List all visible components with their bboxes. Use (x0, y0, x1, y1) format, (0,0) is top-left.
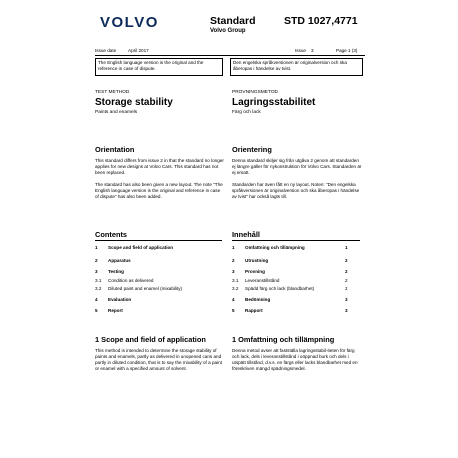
toc-item: Bedömning (245, 297, 271, 302)
scope-heading: 1 Scope and field of application (95, 335, 206, 344)
contents-heading: Contents (95, 230, 128, 239)
toc-num: 2 (232, 258, 235, 263)
organization: Volvo Group (210, 28, 246, 34)
toc-num: 1 (232, 245, 235, 250)
scope-paragraph: This method is intended to determine the storage stability of paints and enamels, partly as delivered in unopened cans and partly in diluted condition, that is to say the mixability of a paint or enamel with a specified amount of solvent. (95, 348, 222, 372)
toc-page: 3 (345, 308, 348, 313)
issue-label: Issue (295, 48, 306, 53)
orientering-heading: Orientering (232, 145, 272, 154)
left-subtitle: Paints and enamels (95, 110, 138, 115)
notice-box-sv (230, 58, 363, 76)
provningsmetod-label: PROVNINGSMETOD (232, 90, 279, 95)
issue-date: April 2017 (128, 48, 149, 53)
header-rule (95, 55, 365, 56)
volvo-logo: VOLVO (100, 14, 159, 31)
toc-item: Provning (245, 269, 265, 274)
orientation-paragraph-1: This standard differs from issue 2 in that the standard no longer applies for new designs at Volvo Cars. This standard has not been replaced. (95, 158, 224, 176)
standard-number: STD 1027,4771 (284, 15, 358, 27)
orientering-paragraph-2: Standarden har även fått en ny layout. Noten: "Den engelska språkversionen är originalversion och ska åberopas i händelse av tvist" har också lagts till. (232, 182, 360, 200)
omfattning-paragraph: Denna metod avser att fastställa lagringsstabil-iteten för färg och lack, dels i leveranstillstånd i oöppnad burk och dels i utspätt tillstånd, d.v.s. en färgs eller lacks blandbarhet med en föreskriven mängd spädningsmedel. (232, 348, 358, 372)
toc-item: Utrustning (245, 258, 269, 263)
toc-num: 5 (232, 308, 235, 313)
toc-item: Condition as delivered (108, 278, 154, 283)
toc-item: Diluted paint and enamel (mixability) (108, 286, 183, 291)
toc-item: Omfattning och tillämpning (245, 245, 305, 250)
omfattning-heading: 1 Omfattning och tillämpning (232, 335, 335, 344)
notice-text-en: The English language version is the original and the reference in case of dispute. (98, 60, 204, 71)
toc-page: 2 (345, 269, 348, 274)
innehall-divider (232, 240, 360, 241)
toc-item: Report (108, 308, 123, 313)
toc-num: 3 (232, 269, 235, 274)
toc-page: 2 (345, 278, 348, 283)
right-subtitle: Färg och lack (232, 110, 261, 115)
toc-num: 3.2 (232, 286, 239, 291)
document-type: Standard (210, 15, 256, 27)
toc-num: 3.1 (95, 278, 102, 283)
toc-num: 4 (95, 297, 98, 302)
toc-item: Rapport (245, 308, 263, 313)
toc-num: 5 (95, 308, 98, 313)
toc-item: Apparatus (108, 258, 131, 263)
notice-box-en (95, 58, 223, 76)
contents-divider (95, 240, 222, 241)
toc-item: Scope and field of application (108, 245, 174, 250)
innehall-heading: Innehåll (232, 230, 260, 239)
toc-page: 1 (345, 245, 348, 250)
toc-item: Leveranstillstånd (245, 278, 280, 283)
toc-item: Testing (108, 269, 124, 274)
test-method-label: TEST METHOD (95, 90, 130, 95)
left-title: Storage stability (95, 97, 173, 108)
issue-date-label: Issue date (95, 48, 117, 53)
issue-number: 3 (311, 48, 314, 53)
toc-num: 4 (232, 297, 235, 302)
page-number: Page 1 (3) (336, 48, 358, 53)
orientation-paragraph-2: The standard has also been given a new layout. The note "The English language version is the original and reference in case of dispute" has also been added. (95, 182, 223, 200)
toc-num: 3.1 (232, 278, 239, 283)
right-title: Lagringsstabilitet (232, 97, 316, 108)
orientering-paragraph-1: Denna standard skiljer sig från utgåva 2 genom att standarden ej längre gäller för nykonstruktion för Volvo Cars. Standarden är ej ersatt. (232, 158, 362, 176)
toc-item: Evaluation (108, 297, 132, 302)
toc-num: 3.2 (95, 286, 102, 291)
toc-num: 1 (95, 245, 98, 250)
orientation-heading: Orientation (95, 145, 135, 154)
toc-num: 2 (95, 258, 98, 263)
toc-page: 3 (345, 297, 348, 302)
notice-text-sv: Den engelska språkversionen är originalversion och ska åberopas i händelse av tvist. (233, 60, 347, 71)
toc-num: 3 (95, 269, 98, 274)
toc-item: Spädd färg och lack (blandbarhet) (245, 286, 315, 291)
toc-page: 2 (345, 286, 348, 291)
toc-page: 2 (345, 258, 348, 263)
